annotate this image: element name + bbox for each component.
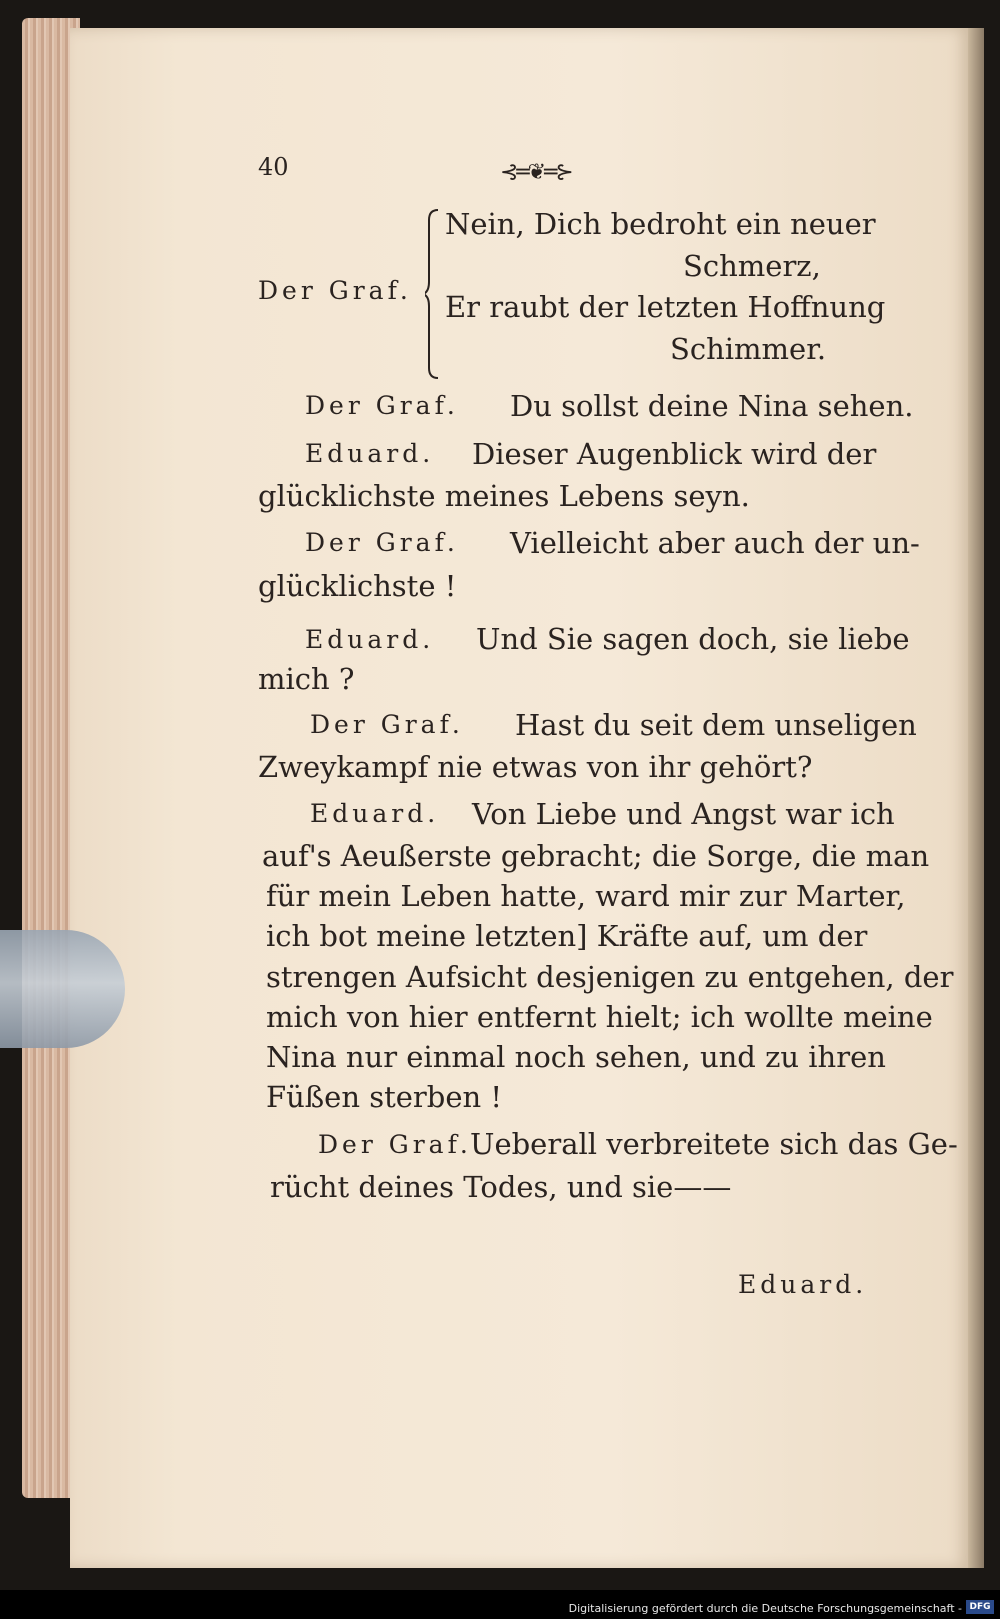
- speaker-label: Der Graf.: [310, 710, 464, 739]
- text-line: Schmerz,: [683, 249, 821, 283]
- text-line: ich bot meine letzten] Kräfte auf, um der: [266, 919, 868, 953]
- funding-credit: Digitalisierung gefördert durch die Deutsche Forschungsgemeinschaft -: [568, 1602, 962, 1615]
- text-line: auf's Aeußerste gebracht; die Sorge, die man: [262, 839, 930, 873]
- text-line: mich von hier entfernt hielt; ich wollte meine: [266, 1000, 933, 1034]
- catchword: Eduard.: [738, 1270, 868, 1299]
- text-line: glücklichste meines Lebens seyn.: [258, 479, 750, 513]
- text-line: glücklichste !: [258, 569, 457, 603]
- page-number: 40: [258, 153, 289, 181]
- speaker-label: Eduard.: [305, 439, 435, 468]
- text-line: Zweykampf nie etwas von ihr gehört?: [258, 750, 813, 784]
- text-line: für mein Leben hatte, ward mir zur Marter,: [266, 879, 906, 913]
- text-line: Nein, Dich bedroht ein neuer: [445, 207, 876, 241]
- brace-icon: [425, 208, 439, 380]
- book-spine: [968, 28, 984, 1568]
- text-line: Vielleicht aber auch der un-: [510, 526, 920, 560]
- text-line: Nina nur einmal noch sehen, und zu ihren: [266, 1040, 886, 1074]
- text-line: mich ?: [258, 662, 355, 696]
- speaker-label: Der Graf.: [305, 528, 459, 557]
- speaker-label: Der Graf.: [318, 1130, 472, 1159]
- thumb-overlay: [0, 930, 125, 1048]
- text-line: strengen Aufsicht desjenigen zu entgehen, der: [266, 960, 954, 994]
- text-line: Füßen sterben !: [266, 1080, 503, 1114]
- text-line: Von Liebe und Angst war ich: [472, 797, 895, 831]
- text-line: rücht deines Todes, und sie——: [270, 1170, 732, 1204]
- speaker-label: Der Graf.: [258, 276, 412, 305]
- text-line: Du sollst deine Nina sehen.: [510, 389, 914, 423]
- dfg-logo: DFG: [966, 1600, 994, 1614]
- text-line: Dieser Augenblick wird der: [472, 437, 877, 471]
- speaker-label: Der Graf.: [305, 391, 459, 420]
- text-line: Schimmer.: [670, 332, 827, 366]
- text-line: Ueberall verbreitete sich das Ge-: [470, 1127, 958, 1161]
- text-line: Er raubt der letzten Hoffnung: [445, 290, 886, 324]
- speaker-label: Eduard.: [310, 799, 440, 828]
- speaker-label: Eduard.: [305, 625, 435, 654]
- text-line: Hast du seit dem unseligen: [515, 708, 917, 742]
- text-line: Und Sie sagen doch, sie liebe: [476, 622, 910, 656]
- header-ornament: ⊰═❦═⊱: [500, 160, 572, 185]
